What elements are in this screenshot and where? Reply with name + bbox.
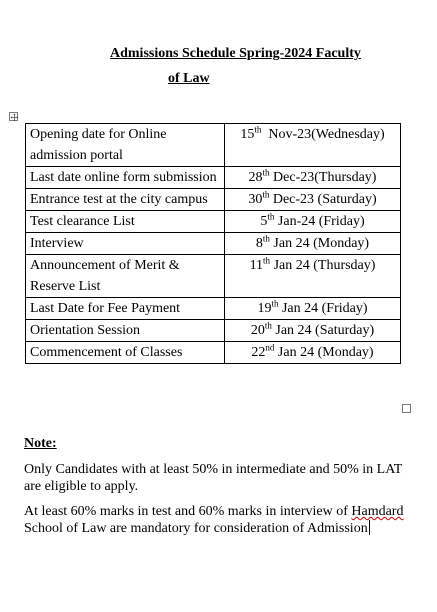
- marks-requirement-note: [24, 503, 404, 537]
- schedule-row: [26, 320, 401, 342]
- schedule-row: [26, 342, 401, 364]
- eligibility-note: Only Candidates with at least 50% in intermediate and 50% in LAT are eligible to apply.: [24, 462, 403, 494]
- date-day: 15: [240, 127, 255, 142]
- marks-note-text-start: At least 60% marks in test and 60% marks in interview of: [24, 504, 352, 519]
- schedule-event-cell[interactable]: Orientation Session: [26, 320, 225, 342]
- schedule-row: [26, 167, 401, 189]
- schedule-date-cell[interactable]: [225, 124, 401, 167]
- date-ordinal-suffix: th: [254, 124, 262, 135]
- date-ordinal-suffix: th: [267, 211, 275, 222]
- date-day: 19: [257, 301, 272, 316]
- date-rest: Jan 24 (Thursday): [270, 258, 376, 273]
- schedule-date-cell[interactable]: [225, 320, 401, 342]
- schedule-event-cell[interactable]: Announcement of Merit & Reserve List: [26, 255, 225, 298]
- date-rest: Dec-23(Thursday): [269, 170, 377, 185]
- schedule-event-cell[interactable]: Test clearance List: [26, 211, 225, 233]
- document-title-line-1: Admissions Schedule Spring-2024 Faculty: [110, 46, 361, 61]
- date-ordinal-suffix: th: [262, 189, 270, 200]
- schedule-date-cell[interactable]: [225, 255, 401, 298]
- date-ordinal-suffix: th: [271, 298, 279, 309]
- schedule-date-cell[interactable]: [225, 189, 401, 211]
- date-day: 8: [255, 236, 263, 251]
- schedule-date-cell[interactable]: [225, 298, 401, 320]
- date-rest: Jan 24 (Monday): [269, 236, 370, 251]
- schedule-row: [26, 211, 401, 233]
- schedule-row: [26, 298, 401, 320]
- schedule-row: [26, 124, 401, 167]
- date-rest: Jan 24 (Saturday): [271, 323, 375, 338]
- admissions-schedule-table: [25, 123, 401, 364]
- text-cursor: [369, 520, 370, 535]
- schedule-event-cell[interactable]: Commencement of Classes: [26, 342, 225, 364]
- date-rest: Jan 24 (Friday): [278, 301, 368, 316]
- date-rest: Dec-23 (Saturday): [269, 192, 377, 207]
- date-ordinal-suffix: th: [263, 255, 271, 266]
- date-ordinal-suffix: nd: [265, 342, 275, 353]
- date-day: 30: [248, 192, 263, 207]
- date-rest: Jan 24 (Monday): [274, 345, 374, 360]
- date-day: 28: [248, 170, 263, 185]
- schedule-date-cell[interactable]: [225, 167, 401, 189]
- table-move-handle-icon[interactable]: [9, 112, 18, 121]
- date-day: 20: [250, 323, 265, 338]
- schedule-date-cell[interactable]: [225, 342, 401, 364]
- schedule-event-cell[interactable]: Interview: [26, 233, 225, 255]
- date-ordinal-suffix: th: [262, 233, 270, 244]
- schedule-event-cell[interactable]: Entrance test at the city campus: [26, 189, 225, 211]
- marks-note-text-end: School of Law are mandatory for consideration of Admission: [24, 521, 368, 536]
- date-ordinal-suffix: th: [264, 320, 272, 331]
- schedule-date-cell[interactable]: [225, 211, 401, 233]
- date-day: 5: [260, 214, 268, 229]
- schedule-row: [26, 189, 401, 211]
- date-rest: Jan-24 (Friday): [274, 214, 365, 229]
- schedule-event-cell[interactable]: Last date online form submission: [26, 167, 225, 189]
- date-ordinal-suffix: th: [262, 167, 270, 178]
- schedule-row: [26, 255, 401, 298]
- schedule-event-cell[interactable]: Opening date for Online admission portal: [26, 124, 225, 167]
- schedule-row: [26, 233, 401, 255]
- schedule-date-cell[interactable]: [225, 233, 401, 255]
- spellcheck-flagged-word[interactable]: Hamdard: [351, 504, 404, 519]
- date-rest: Nov-23(Wednesday): [261, 127, 385, 142]
- schedule-event-cell[interactable]: Last Date for Fee Payment: [26, 298, 225, 320]
- four-way-arrow-icon: [10, 113, 19, 122]
- table-resize-handle[interactable]: [402, 404, 411, 413]
- document-title-line-2: of Law: [168, 71, 210, 86]
- date-day: 11: [249, 258, 264, 273]
- date-day: 22: [251, 345, 266, 360]
- note-heading: Note:: [24, 436, 57, 451]
